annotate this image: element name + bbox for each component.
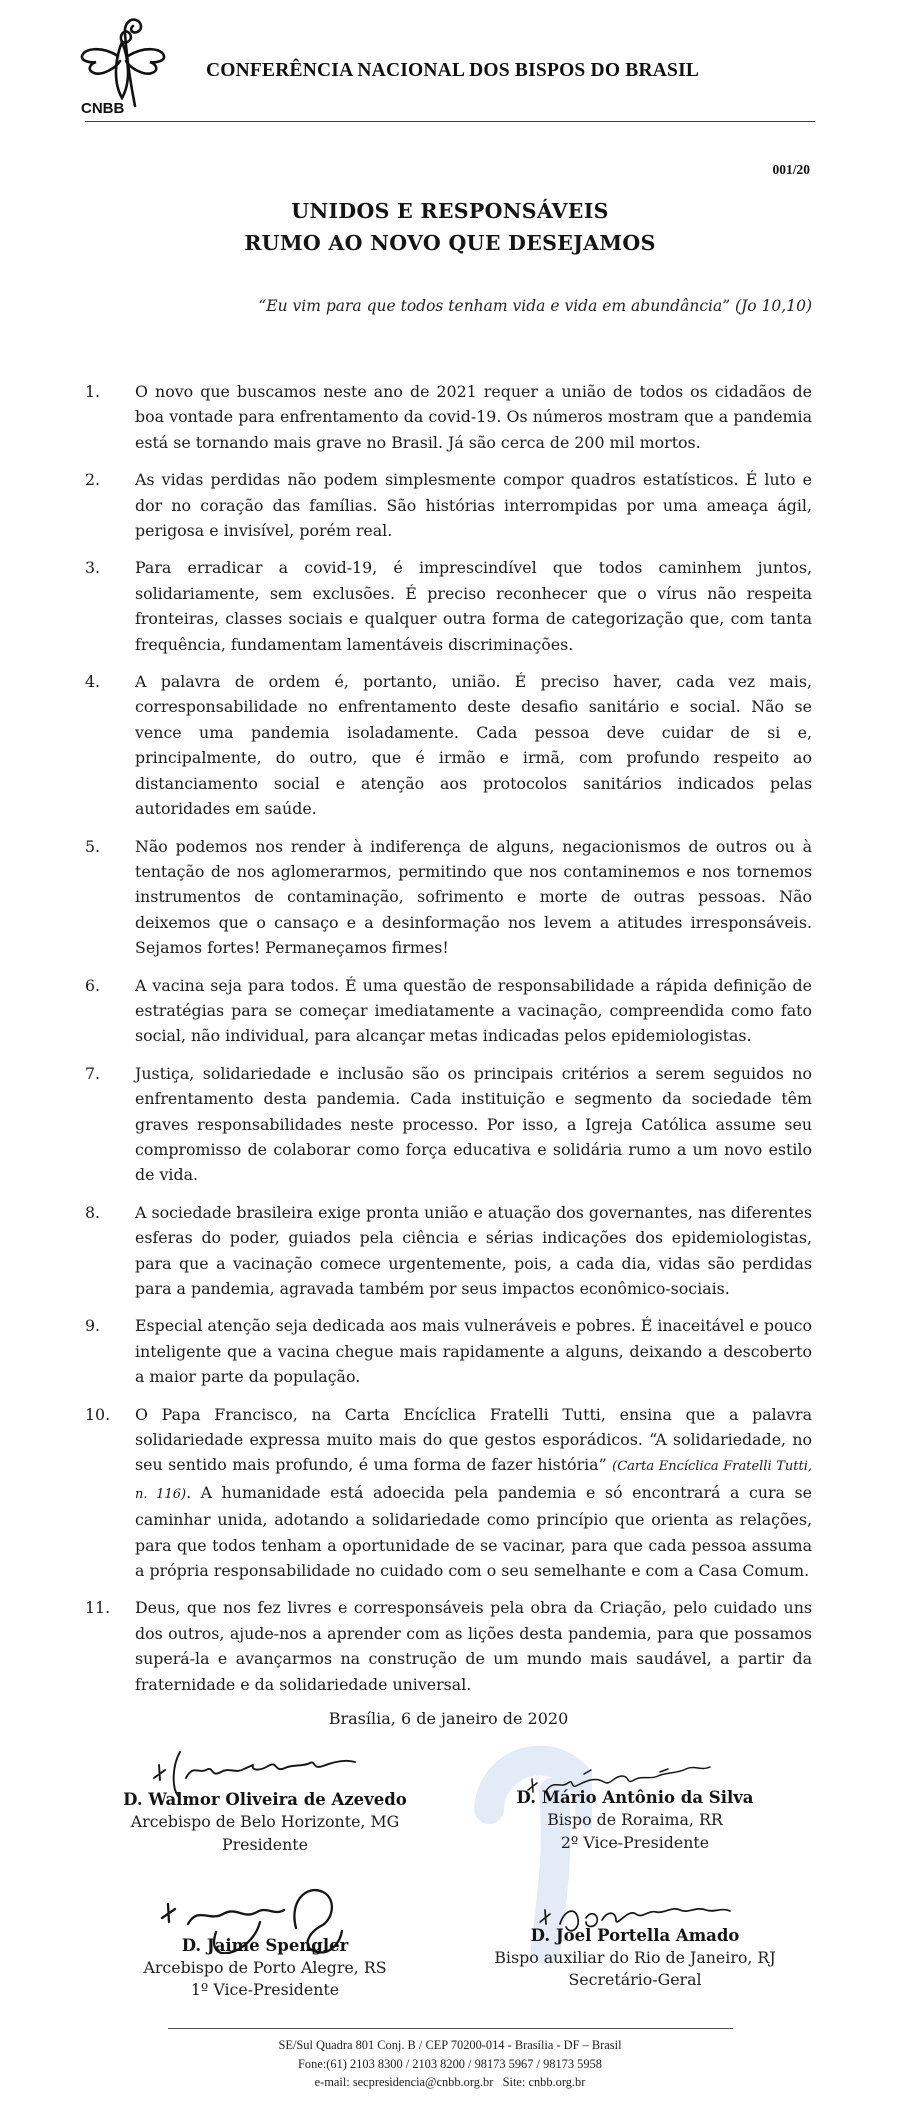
- list-item-5: [85, 834, 812, 961]
- item-number: 4.: [85, 672, 101, 692]
- list-item-7: [85, 1061, 812, 1188]
- item-text: Especial atenção seja dedicada aos mais vulneráveis e pobres. É inaceitável e pouco inteligente que a vacina chegue mais rapidamente a alguns, deixando a descoberto a maior parte da população.: [135, 1316, 812, 1387]
- footer-address: SE/Sul Quadra 801 Conj. B / CEP 70200-014 - Brasília - DF – Brasil: [278, 2038, 622, 2052]
- item-text: Não podemos nos render à indiferença de alguns, negacionismos de outros ou à tentação de nos aglomerarmos, permitindo que nos contaminemos e nos tornemos instrumentos de contaminação, sofrimento e morte de outras pessoas. Não deixemos que o cansaço e a desinformação nos levem a atitudes irresponsáveis. Sejamos fortes! Permaneçamos firmes!: [135, 836, 812, 958]
- header-divider: [85, 121, 815, 122]
- encyclical-citation: (Carta Encíclica Fratelli Tutti, n. 116): [135, 1459, 812, 1502]
- logo-acronym-text: CNBB: [81, 100, 125, 117]
- item-number: 8.: [85, 1202, 101, 1222]
- place-date: Brasília, 6 de janeiro de 2020: [328, 1709, 569, 1729]
- signer-name: D. Joel Portella Amado: [530, 1925, 740, 1945]
- signer-role: 2º Vice-Presidente: [560, 1832, 710, 1852]
- document-title: [85, 196, 815, 260]
- item-text-cont: . A humanidade está adoecida pela pandemia e só encontrará a cura se caminhar unida, adotando a solidariedade como princípio que orienta as relações, para que todos tenham a oportunidade de se vacinar, para que cada pessoa assuma a própria responsabilidade no cuidado com o seu semelhante e com a Casa Comum.: [135, 1482, 813, 1581]
- item-text: Justiça, solidariedade e inclusão são os principais critérios a serem seguidos no enfrentamento desta pandemia. Cada instituição e segmento da sociedade têm graves responsabilidades neste processo. Por isso, a Igreja Católica assume seu compromisso de colaborar como força educativa e solidária rumo a um novo estilo de vida.: [135, 1063, 812, 1185]
- item-number: 2.: [85, 470, 101, 490]
- signer-name: D. Walmor Oliveira de Azevedo: [123, 1790, 407, 1809]
- numbered-paragraphs: [85, 379, 812, 1728]
- item-number: 7.: [85, 1063, 101, 1083]
- item-text: A vacina seja para todos. É uma questão de responsabilidade a rápida definição de estratégias para se começar imediatamente a vacinação, compreendida como fato social, não individual, para alcançar metas indicadas pelos epidemiologistas.: [135, 975, 812, 1046]
- signer-role: 1º Vice-Presidente: [190, 1980, 340, 2000]
- footer-phones: Fone:(61) 2103 8300 / 2103 8200 / 98173 5967 / 98173 5958: [298, 2056, 602, 2071]
- list-item-3: [85, 555, 812, 657]
- signature-block-2-vice: [450, 1744, 820, 1856]
- item-number: 9.: [85, 1316, 101, 1336]
- title-line-2: RUMO AO NOVO QUE DESEJAMOS: [244, 230, 656, 255]
- item-text-main: O Papa Francisco, na Carta Encíclica Fratelli Tutti, ensina que a palavra solidariedade expressa muito mais do que gestos esporádicos. “A solidariedade, no seu sentido mais profundo, é uma forma de fazer história”: [135, 1404, 812, 1475]
- signer-name: D. Jaime Spengler: [181, 1935, 349, 1955]
- item-number: 3.: [85, 558, 101, 578]
- list-item-10: [85, 1402, 812, 1584]
- item-text: Para erradicar a covid-19, é imprescindível que todos caminhem juntos, solidariamente, sem exclusões. É preciso reconhecer que o vírus não respeita fronteiras, classes sociais e qualquer outra forma de categorização que, com tanta frequência, fundamentam lamentáveis discriminações.: [135, 558, 812, 654]
- item-number: 10.: [85, 1404, 111, 1424]
- item-number: 6.: [85, 975, 101, 995]
- list-item-6: [85, 973, 812, 1049]
- item-text: O novo que buscamos neste ano de 2021 requer a união de todos os cidadãos de boa vontade para enfrentamento da covid-19. Os números mostram que a pandemia está se tornando mais grave no Brasil. Já são cerca de 200 mil mortos.: [135, 382, 812, 452]
- signer-title: Arcebispo de Belo Horizonte, MG: [130, 1812, 400, 1832]
- list-item-4: [85, 669, 812, 821]
- item-text: Deus, que nos fez livres e corresponsáveis pela obra da Criação, pelo cuidado uns dos outros, ajude-nos a aprender com as lições desta pandemia, para que possamos superá-la e avançarmos na construção de um mundo mais saudável, a partir da fraternidade e da solidariedade universal.: [135, 1598, 812, 1694]
- signer-title: Bispo auxiliar do Rio de Janeiro, RJ: [494, 1948, 776, 1968]
- item-text: As vidas perdidas não podem simplesmente compor quadros estatísticos. É luto e dor no coração das famílias. São histórias interrompidas por uma ameaça ágil, perigosa e invisível, porém real.: [135, 470, 812, 541]
- item-number: 5.: [85, 836, 101, 856]
- signer-title: Bispo de Roraima, RR: [547, 1810, 723, 1830]
- item-text: A palavra de ordem é, portanto, união. É preciso haver, cada vez mais, corresponsabilidade no enfrentamento deste desafio sanitário e social. Não se vence uma pandemia isoladamente. Cada pessoa deve cuidar de si e, principalmente, do outro, que é irmão e irmã, com profundo respeito ao distanciamento social e atenção aos protocolos sanitários indicados pelas autoridades em saúde.: [135, 672, 812, 819]
- dove-crosier-icon: [78, 12, 170, 120]
- title-line-1: UNIDOS E RESPONSÁVEIS: [291, 199, 609, 223]
- signer-name: D. Mário Antônio da Silva: [516, 1788, 754, 1807]
- item-number: 1.: [85, 382, 101, 401]
- cnbb-logo: [78, 12, 170, 124]
- list-item-11: [85, 1595, 812, 1697]
- signature-block-secretario: [450, 1882, 820, 2002]
- signer-title: Arcebispo de Porto Alegre, RS: [143, 1958, 387, 1978]
- signature-block-1-vice: [80, 1882, 450, 2002]
- list-item-2: [85, 467, 812, 543]
- protocol-number: 001/20: [772, 162, 810, 177]
- list-item-9: [85, 1313, 812, 1389]
- signature-block-presidente: [80, 1744, 450, 1856]
- letterhead-footer: [85, 2028, 815, 2092]
- item-text: [135, 1402, 812, 1584]
- footer-email-site: e-mail: secpresidencia@cnbb.org.br Site: cnbb.org.br: [314, 2075, 586, 2090]
- footer-divider: [168, 2028, 733, 2029]
- signer-role: Presidente: [221, 1834, 309, 1854]
- epigraph-quote: “Eu vim para que todos tenham vida e vida em abundância” (Jo 10,10): [258, 297, 812, 315]
- item-number: 11.: [85, 1598, 111, 1618]
- list-item-1: [85, 379, 812, 455]
- item-text: A sociedade brasileira exige pronta união e atuação dos governantes, nas diferentes esferas do poder, guiados pela ciência e sérias indicações dos epidemiologistas, para que a vacinação comece urgentemente, pois, a cada dia, vidas são perdidas para a pandemia, agravada também por seus impactos econômico-sociais.: [135, 1202, 812, 1298]
- letterhead: [78, 12, 815, 124]
- list-item-8: [85, 1200, 812, 1302]
- signer-role: Secretário-Geral: [568, 1970, 702, 1990]
- org-name: CONFERÊNCIA NACIONAL DOS BISPOS DO BRASIL: [206, 60, 700, 81]
- signature-section: [80, 1744, 820, 2002]
